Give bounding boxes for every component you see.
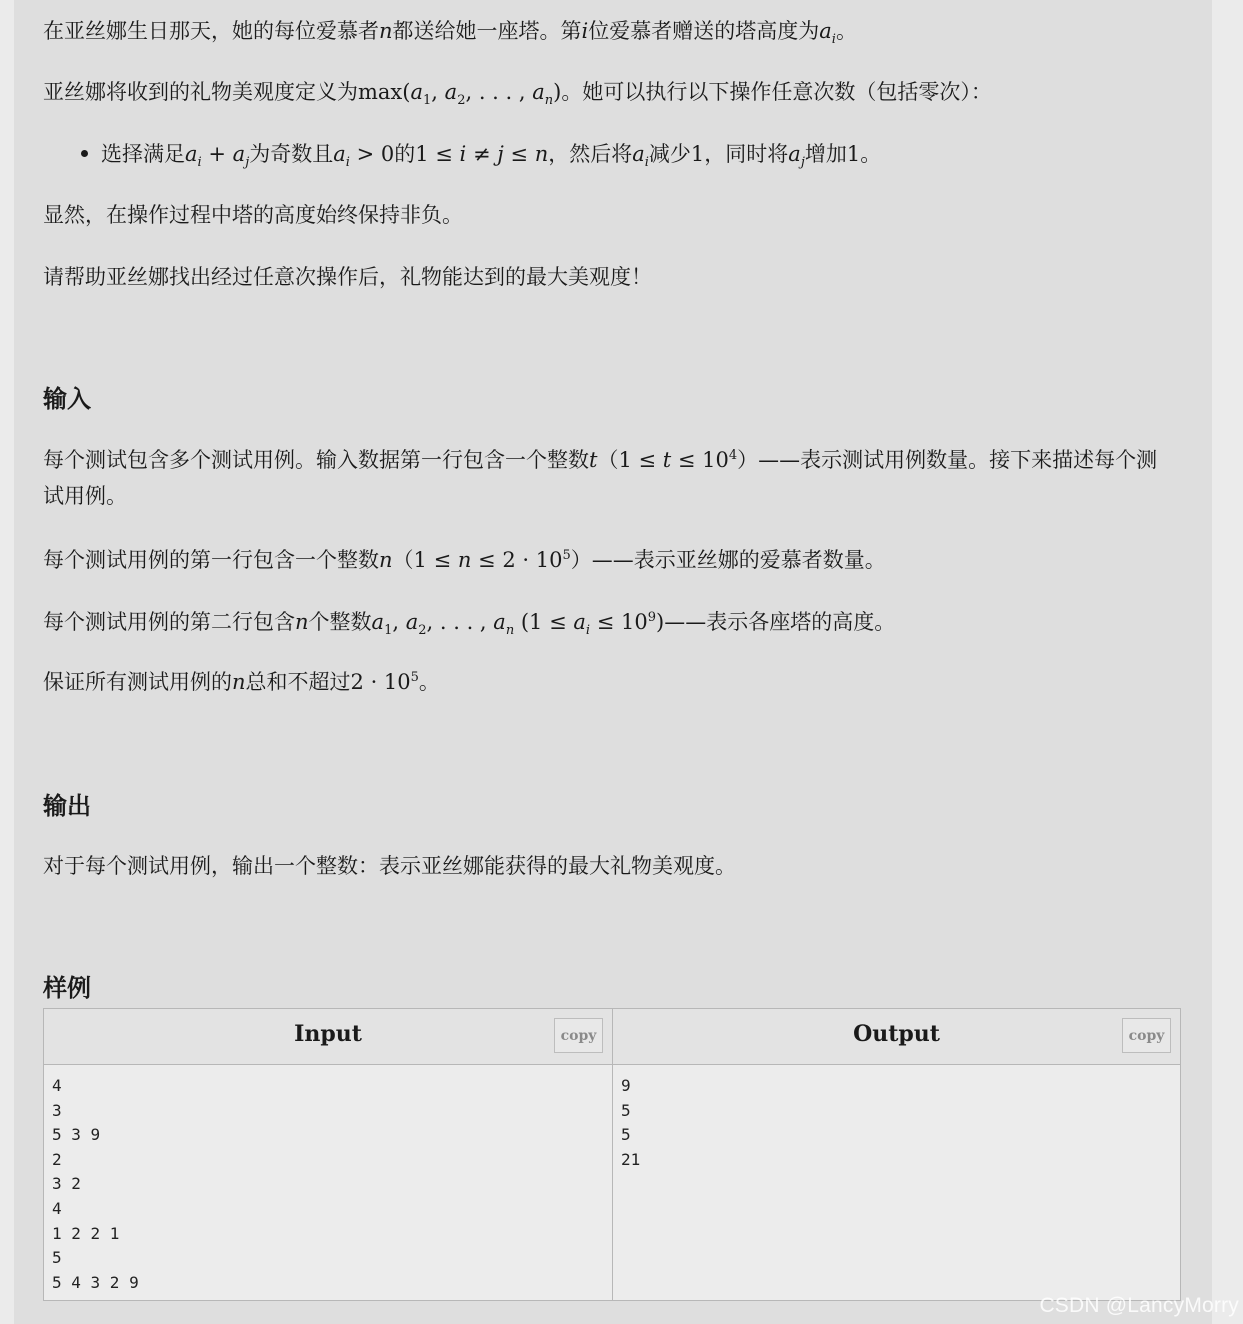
math-var: n [379,548,393,572]
math-var: a [410,80,424,104]
math-op: + [201,142,233,166]
math-subscript: j [245,155,250,171]
math-var: a [532,80,545,104]
text: 亚丝娜将收到的礼物美观度定义为 [43,80,358,104]
math-subscript: j [800,155,805,171]
math-sep: , [392,610,406,634]
math-subscript: i [585,623,591,639]
math-paren: ( [402,80,411,104]
statement-paragraph-1 [43,13,857,49]
math-var: a [405,610,419,634]
math-var: n [295,610,309,634]
math-subscript: n [505,623,515,639]
text: 总和不超过 [245,670,351,694]
text: 。 [418,670,440,694]
input-paragraph-3 [43,604,895,640]
sample-input-text: 4 3 5 3 9 2 3 2 4 1 2 2 1 5 5 4 3 2 9 [52,1076,139,1292]
math-var: a [185,142,198,166]
math-var: a [573,610,586,634]
text: 为奇数且 [249,142,334,166]
math-var: a [788,142,801,166]
text: 在亚丝娜生日那天，她的每位爱慕者 [43,19,379,43]
math-exponent: 4 [728,448,738,463]
text: 个整数 [308,610,372,634]
math-var: n [232,670,246,694]
statement-paragraph-2 [43,74,992,110]
math-sep: , . . . , [465,80,533,104]
problem-panel [14,0,1212,1324]
statement-paragraph-3: 显然，在操作过程中塔的高度始终保持非负。 [43,203,463,227]
math-var: n [379,19,393,43]
math-var: a [371,610,385,634]
math-var: a [333,142,346,166]
math-var: a [819,19,832,43]
math-num: 1 [846,142,861,166]
math-exponent: 5 [410,670,419,685]
math-subscript: 1 [384,623,393,639]
output-paragraph-1: 对于每个测试用例，输出一个整数：表示亚丝娜能获得的最大礼物美观度。 [43,854,736,878]
math-var: i [581,19,589,43]
input-paragraph-4 [43,664,440,700]
text: ，同时将 [704,142,789,166]
copy-output-button[interactable]: copy [1122,1018,1171,1053]
text: ，然后将 [548,142,633,166]
text: 。她可以执行以下操作任意次数（包括零次）： [561,80,992,104]
math-sep: , [431,80,445,104]
math-num: 1 [690,142,705,166]
math-op: 2 · 10 [350,670,411,694]
text: 的 [394,142,416,166]
math-var: j [497,142,504,166]
text: 每个测试用例的第一行包含一个整数 [43,548,379,572]
math-op: ≤ 10 [671,448,729,472]
math-exponent: 5 [562,548,571,563]
output-section-title: 输出 [43,792,91,820]
math-var: a [444,80,458,104]
math-var: a [232,142,246,166]
math-var: a [632,142,645,166]
math-op: ≤ 10 [590,610,648,634]
sample-output-title: Output [853,1021,940,1047]
math-var: n [457,548,472,572]
text: 。 [835,19,857,43]
math-op: 1 ≤ [415,142,460,166]
math-subscript: i [644,155,649,171]
math-subscript: 2 [418,623,427,639]
input-section-title: 输入 [43,385,91,413]
bullet-dot-icon [81,150,88,157]
operation-bullet [81,136,881,172]
text: 每个测试用例的第二行包含 [43,610,295,634]
text: 都送给她一座塔。第 [392,19,582,43]
math-var: n [534,142,549,166]
text: ）——表示测试用例数量。接下来描述每个测试用例。 [43,448,1158,508]
math-var: a [493,610,506,634]
math-subscript: 1 [423,93,432,109]
text: 增加 [804,142,847,166]
watermark-text: CSDN @LancyMorry [1039,1294,1239,1317]
text: 选择满足 [101,142,185,166]
math-subscript: i [197,155,202,171]
sample-table [43,1008,1181,1301]
math-paren: ) [553,80,562,104]
math-op: ≠ [466,142,498,166]
text: 每个测试包含多个测试用例。输入数据第一行包含一个整数 [43,448,589,472]
text: （ [392,548,414,572]
math-paren: ) [656,610,665,634]
math-subscript: i [831,32,836,48]
math-exponent: 9 [647,610,657,625]
copy-input-button[interactable]: copy [554,1018,603,1053]
sample-input-header [44,1009,612,1065]
math-var: t [662,448,672,472]
text: 位爱慕者赠送的塔高度为 [588,19,820,43]
math-sep: , . . . , [426,610,494,634]
sample-section-title: 样例 [43,974,91,1002]
sample-output-column [613,1009,1180,1300]
math-var: i [459,142,467,166]
text: 减少 [648,142,691,166]
math-var: t [589,448,598,472]
sample-input-column [44,1009,613,1300]
math-op: ≤ 2 · 10 [471,548,563,572]
sample-output-header [613,1009,1180,1065]
input-paragraph-2 [43,542,886,578]
text: 。 [860,142,882,166]
math-op: ≤ [503,142,535,166]
math-subscript: i [345,155,350,171]
text: ）——表示亚丝娜的爱慕者数量。 [570,548,886,572]
text: （ [597,448,619,472]
math-op: (1 ≤ [514,610,574,634]
math-func: max [358,80,403,104]
math-op: 1 ≤ [618,448,663,472]
text: ——表示各座塔的高度。 [664,610,896,634]
math-op: 1 ≤ [413,548,458,572]
sample-output-text: 9 5 5 21 [621,1076,641,1169]
math-subscript: n [544,93,554,109]
sample-input-title: Input [294,1021,362,1047]
input-paragraph-1 [43,442,1168,514]
math-subscript: 2 [457,93,466,109]
statement-paragraph-4: 请帮助亚丝娜找出经过任意次操作后，礼物能达到的最大美观度！ [43,265,652,289]
math-op: > 0 [349,142,395,166]
text: 保证所有测试用例的 [43,670,232,694]
